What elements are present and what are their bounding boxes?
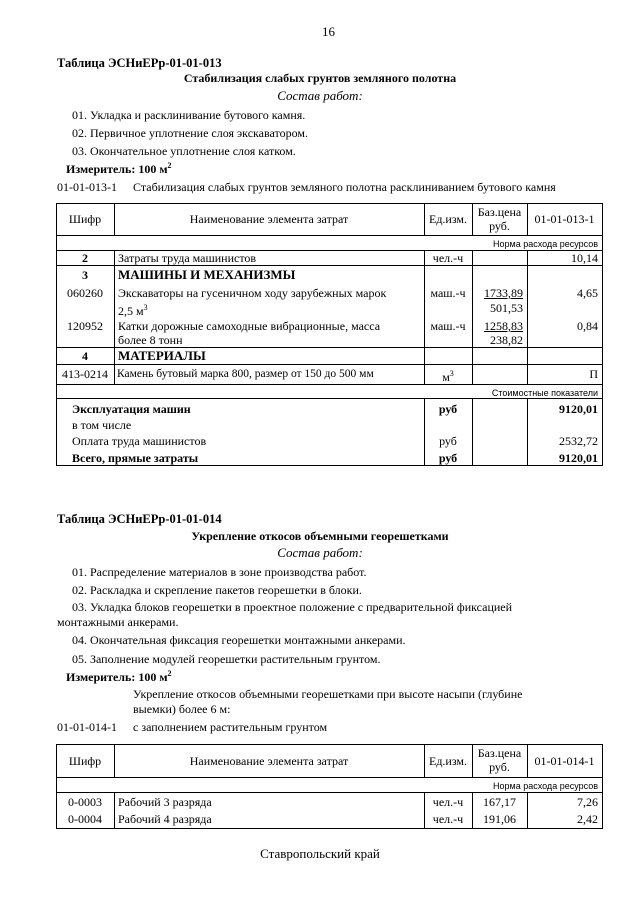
table2-header-unit: Ед.изм.	[428, 754, 468, 768]
table1-cost-name: Эксплуатация машин	[72, 402, 191, 416]
table2-row-value: 7,26	[577, 795, 598, 809]
table1-section-code: 4	[82, 349, 88, 363]
table2-row-unit: чел.-ч	[432, 795, 464, 809]
table1-code-line-text: Стабилизация слабых грунтов земляного полотна расклиниванием бутового камня	[133, 180, 556, 194]
table2-header-code: Шифр	[68, 754, 102, 768]
table2-row-price: 167,17	[483, 795, 516, 809]
table1-cost-value: 9120,01	[559, 402, 598, 416]
table1-row-unit: чел.-ч	[432, 251, 464, 265]
table1-header-name: Наименование элемента затрат	[189, 212, 349, 226]
table1-section-code: 3	[82, 268, 88, 282]
table1-row-code: 413-0214	[62, 367, 108, 381]
table2-description: Укрепление откосов объемными георешетками при высоте насыпи (глубине	[133, 687, 523, 701]
table1-row-value: П	[589, 367, 598, 381]
table2-header-price: Баз.цена	[477, 746, 522, 760]
table1-row-name: Экскаваторы на гусеничном ходу зарубежных марок	[118, 286, 387, 300]
table1-row-unit: маш.-ч	[430, 319, 466, 333]
table1-subtitle: Стабилизация слабых грунтов земляного полотна	[183, 71, 457, 85]
table2-code-line-code: 01-01-014-1	[57, 720, 117, 734]
table1-row-unit: $м^3$	[442, 369, 454, 384]
table1-cost-value: 2532,72	[559, 434, 598, 448]
table2-row-value: 2,42	[577, 812, 598, 826]
table2-work-item: 01. Распределение материалов в зоне производства работ.	[72, 565, 367, 579]
table1-measure: Измеритель: 100 $м^2$	[66, 161, 172, 176]
table1-cost-label: Стоимостные показатели	[491, 388, 598, 398]
table1-row-name-cont: 2,5 $м^3$	[118, 303, 148, 318]
table1-norma-label: Норма расхода ресурсов	[493, 239, 598, 249]
table1-row-code: 2	[82, 251, 88, 265]
table1-work-item: 01. Укладка и расклинивание бутового камня.	[72, 108, 306, 122]
table1-row-value: 4,65	[577, 286, 598, 300]
table2-work-item-cont: монтажными анкерами.	[57, 615, 179, 629]
table1-row-name: Камень бутовый марка 800, размер от 150 до 500 мм	[117, 368, 374, 380]
table1-row-price: 1733,89	[484, 286, 523, 300]
table1-section-name: МАШИНЫ И МЕХАНИЗМЫ	[118, 267, 296, 282]
table2-work-item: 02. Раскладка и скрепление пакетов георешетки в блоки.	[72, 583, 362, 597]
table1-row-code: 060260	[67, 286, 103, 300]
table2-work-item: 04. Окончательная фиксация георешетки монтажными анкерами.	[72, 633, 406, 647]
table1-code-line-code: 01-01-013-1	[57, 180, 117, 194]
table1-header-unit: Ед.изм.	[428, 212, 468, 226]
table1-header-code: Шифр	[68, 212, 102, 226]
table1-row-unit: маш.-ч	[430, 286, 466, 300]
table1-work-composition-heading: Состав работ:	[277, 88, 363, 103]
table2-header-name: Наименование элемента затрат	[189, 754, 349, 768]
table1-row-name: Затраты труда машинистов	[118, 251, 257, 265]
table1-cost-name: в том числе	[72, 418, 132, 432]
table2-row-code: 0-0003	[68, 795, 102, 809]
table1-header-price-unit: руб.	[489, 219, 510, 233]
table1-cost-unit: руб	[438, 402, 458, 416]
page-footer-region: Ставропольский край	[260, 846, 380, 861]
table2-row-name: Рабочий 3 разряда	[118, 795, 212, 809]
table2-title: Таблица ЭСНиЕРр-01-01-014	[57, 512, 222, 526]
table1-work-item: 02. Первичное уплотнение слоя экскаватором.	[72, 126, 308, 140]
table1-header-rate-code: 01-01-013-1	[534, 212, 595, 226]
table1-row-code: 120952	[67, 319, 103, 333]
table1-row-value: 0,84	[577, 319, 598, 333]
table2-work-composition-heading: Состав работ:	[277, 545, 363, 560]
table2-code-line-text: с заполнением растительным грунтом	[133, 720, 328, 734]
table1-header-price: Баз.цена	[477, 205, 522, 219]
table2-work-item: 05. Заполнение модулей георешетки растительным грунтом.	[72, 652, 381, 666]
table1-cost-value: 9120,01	[559, 451, 598, 465]
table2-header-rate-code: 01-01-014-1	[534, 754, 595, 768]
table1-cost-name: Оплата труда машинистов	[72, 434, 207, 448]
table1-cost-unit: руб	[438, 451, 458, 465]
table1-work-item: 03. Окончательное уплотнение слоя катком.	[72, 144, 296, 158]
table2-measure: Измеритель: 100 $м^2$	[66, 669, 172, 684]
table1-row-name-cont: более 8 тонн	[118, 333, 183, 347]
table2-norma-label: Норма расхода ресурсов	[493, 781, 598, 791]
table1-row-price-sub: 501,53	[490, 301, 523, 315]
table1-row-name: Катки дорожные самоходные вибрационные, масса	[118, 319, 381, 333]
table2-row-price: 191,06	[483, 812, 516, 826]
table2-row-name: Рабочий 4 разряда	[118, 812, 212, 826]
table1-section-name: МАТЕРИАЛЫ	[118, 348, 206, 363]
table1-row-price-sub: 238,82	[490, 333, 523, 347]
table2-row-code: 0-0004	[68, 812, 102, 826]
page-number: 16	[322, 24, 335, 39]
table1-cost-unit: руб	[439, 434, 457, 448]
table1-row-price: 1258,83	[484, 319, 523, 333]
table2-row-unit: чел.-ч	[432, 812, 464, 826]
table2-subtitle: Укрепление откосов объемными георешетками	[191, 529, 449, 543]
table2-description-cont: выемки) более 6 м:	[133, 702, 231, 716]
table1-title: Таблица ЭСНиЕРр-01-01-013	[57, 56, 222, 70]
table1-cost-name: Всего, прямые затраты	[72, 451, 199, 465]
table2-work-item: 03. Укладка блоков георешетки в проектное положение с предварительной фиксацией	[72, 600, 513, 614]
table2-header-price-unit: руб.	[489, 760, 510, 774]
table1-row-value: 10,14	[571, 251, 598, 265]
